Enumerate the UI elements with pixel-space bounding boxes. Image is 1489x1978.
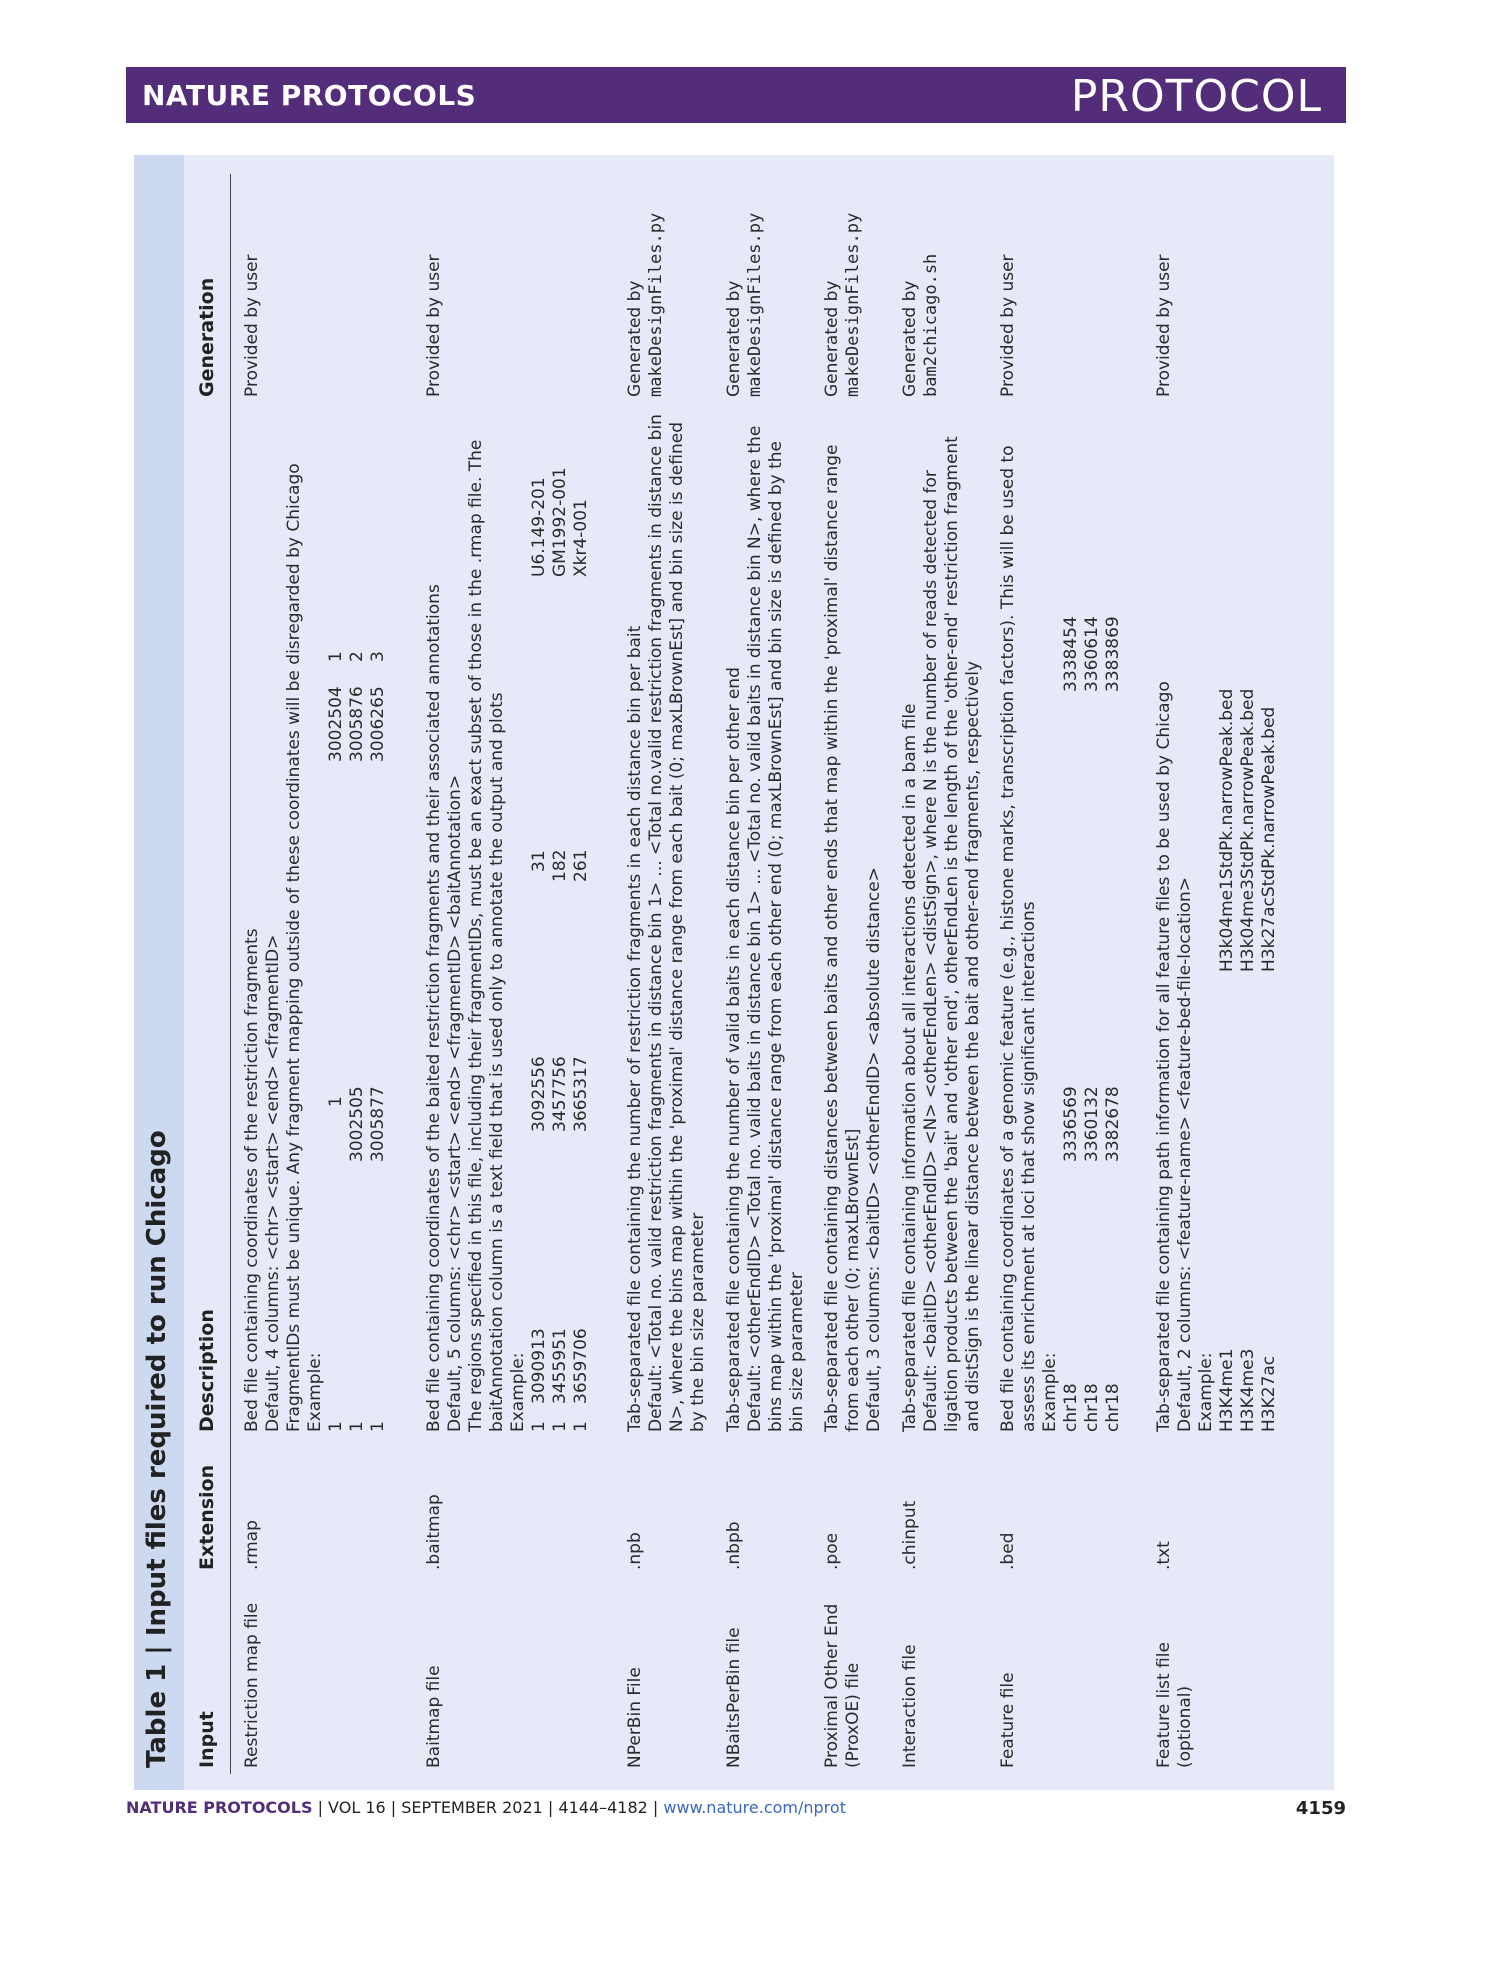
input-name: Feature list file (optional) [1154,1642,1195,1768]
example-cell: 1 [368,1421,388,1432]
example-cell: H3K4me3 [1238,1348,1258,1432]
example-cell: 3 [368,651,388,662]
description-cell [822,412,885,1432]
description-line: Example: [1196,1352,1216,1432]
example-cell: 3002504 [326,686,346,762]
footer-url-link[interactable]: www.nature.com/nprot [663,1798,846,1817]
example-cell: 3383869 [1103,616,1123,692]
example-cell: 2 [347,651,367,662]
example-row [1217,412,1238,1432]
example-row [529,412,550,1432]
file-extension: .chinput [900,1500,920,1570]
example-cell: chr18 [1082,1383,1102,1432]
example-cell: 3005877 [368,1086,388,1162]
header-rule [230,174,231,1774]
example-cell: 3006265 [368,686,388,762]
input-name: NBaitsPerBin file [724,1627,744,1768]
example-cell: H3k04me1StdPk.narrowPeak.bed [1217,688,1237,972]
description-cell [998,412,1124,1432]
example-cell: 261 [571,849,591,882]
example-cell: 3005876 [347,686,367,762]
example-row [326,412,347,1432]
description-line: Default, 3 columns: <baitID> <otherEndID> <absolute distance> [864,867,884,1432]
example-row [1259,412,1280,1432]
table-title: Table 1 | Input files required to run Chicago [142,1130,172,1768]
example-cell: 182 [550,849,570,882]
generation-text: Generated by [724,280,744,397]
generation-cell [424,177,445,397]
col-header-input: Input [196,1711,218,1768]
example-row [550,412,571,1432]
generation-script: makeDesignFiles.py [745,212,765,397]
example-cell: 3360132 [1082,1086,1102,1162]
example-cell: 3360614 [1082,616,1102,692]
example-cell: 3092556 [529,1056,549,1132]
input-name: Proximal Other End (ProxOE) file [822,1603,863,1768]
example-cell: Xkr4-001 [571,499,591,577]
generation-text: Provided by user [1154,254,1174,397]
file-extension: .npb [625,1532,645,1570]
description-line: Tab-separated file containing the number of restriction fragments in each distance bin per bait [625,625,645,1432]
col-header-generation: Generation [196,277,218,397]
example-row [571,412,592,1432]
example-row [1082,412,1103,1432]
table-title-band [134,155,184,1790]
example-row [1238,412,1259,1432]
input-name: Restriction map file [242,1602,262,1768]
example-row [1061,412,1082,1432]
file-extension: .rmap [242,1520,262,1570]
description-line: The regions specified in this file, including their fragmentIDs, must be an exact subset of those in the .rmap file. The baitAnnotation column is a text field that is used only to annotate the output and plots [466,439,507,1432]
description-cell [724,412,808,1432]
example-cell: 3338454 [1061,616,1081,692]
page-footer [126,1798,1346,1828]
example-cell: 1 [347,1421,367,1432]
generation-text: Provided by user [424,254,444,397]
example-cell: 3457756 [550,1056,570,1132]
description-line: Tab-separated file containing distances between baits and other ends that map within the 'proximal' distance range from each other (0; maxLBrownEst] [822,444,863,1432]
description-line: Default: <baitID> <otherEndID> <N> <otherEndLen> <distSign>, where N is the number of reads detected for ligation products between the 'bait' and 'other end', otherEndLen is the length of the 'other-end' restriction fragment and distSign is the linear distance between the bait and other-end fragments, respectively [921,436,983,1432]
description-line: Bed file containing coordinates of the baited restriction fragments and their associated annotations [424,584,444,1432]
generation-text: Provided by user [998,254,1018,397]
file-extension: .txt [1154,1541,1174,1570]
file-extension: .nbpb [724,1521,744,1570]
description-line: Default, 2 columns: <feature-name> <feature-bed-file-location> [1175,877,1195,1432]
generation-cell [900,177,942,397]
generation-text: Generated by [625,280,645,397]
generation-cell [822,177,864,397]
description-line: Default: <Total no. valid restriction fragments in distance bin 1> ... <Total no.valid restriction fragments in distance bin N>, where the bins map within the 'proximal' distance range from each bait (0; maxLBrownEst] and bin size is defined by the bin size parameter [646,414,708,1432]
example-cell: H3K4me1 [1217,1348,1237,1432]
generation-cell [998,177,1019,397]
example-cell: 3665317 [571,1056,591,1132]
example-cell: 3659706 [571,1328,591,1404]
example-cell: H3k04me3StdPk.narrowPeak.bed [1238,688,1258,972]
col-header-extension: Extension [196,1464,218,1570]
example-row [1103,412,1124,1432]
example-cell: 1 [326,651,346,662]
example-cell: H3K27ac [1259,1355,1279,1432]
description-cell [625,412,709,1432]
article-type: PROTOCOL [1070,71,1322,122]
journal-name: NATURE PROTOCOLS [142,79,477,112]
description-cell [424,412,592,1432]
example-cell: chr18 [1103,1383,1123,1432]
generation-script: bam2chicago.sh [921,253,941,397]
file-extension: .poe [822,1532,842,1570]
generation-cell [724,177,766,397]
input-name: Feature file [998,1672,1018,1768]
example-cell: GM1992-001 [550,467,570,577]
example-cell: 31 [529,850,549,872]
example-cell: 3455951 [550,1328,570,1404]
file-extension: .bed [998,1532,1018,1570]
description-line: Bed file containing coordinates of a genomic feature (e.g., histone marks, transcription factors). This will be used to assess its enrichment at loci that show significant interactions [998,445,1039,1432]
generation-cell [1154,177,1175,397]
description-cell [242,412,389,1432]
example-cell: chr18 [1061,1383,1081,1432]
description-line: Tab-separated file containing the number of valid baits in each distance bin per other end [724,667,744,1432]
description-line: Default, 5 columns: <chr> <start> <end> <fragmentID> <baitAnnotation> [445,774,465,1432]
example-cell: U6.149-201 [529,477,549,577]
example-row [347,412,368,1432]
example-cell: 1 [550,1421,570,1432]
generation-cell [242,177,263,397]
generation-cell [625,177,667,397]
footer-citation: | VOL 16 | SEPTEMBER 2021 | 4144–4182 | [317,1798,659,1817]
generation-text: Provided by user [242,254,262,397]
example-cell: 1 [326,1421,346,1432]
rotated-table [134,155,1334,1790]
example-cell: H3k27acStdPk.narrowPeak.bed [1259,706,1279,972]
description-line: Bed file containing coordinates of the restriction fragments [242,928,262,1432]
example-cell: 3090913 [529,1328,549,1404]
description-line: Tab-separated file containing path information for all feature files to be used by Chicago [1154,681,1174,1432]
example-cell: 3382678 [1103,1086,1123,1162]
example-cell: 3336569 [1061,1086,1081,1162]
description-line: Example: [305,1352,325,1432]
table-panel [134,155,1334,1790]
page-number: 4159 [1295,1798,1346,1819]
journal-banner [126,67,1346,123]
footer-journal: NATURE PROTOCOLS [126,1798,313,1817]
example-cell: 1 [529,1421,549,1432]
generation-script: makeDesignFiles.py [646,212,666,397]
description-line: Example: [1040,1352,1060,1432]
description-cell [1154,412,1280,1432]
description-line: FragmentIDs must be unique. Any fragment mapping outside of these coordinates will be disregarded by Chicago [284,463,304,1432]
description-line: Example: [508,1352,528,1432]
example-cell: 1 [571,1421,591,1432]
file-extension: .baitmap [424,1494,444,1570]
input-name: NPerBin File [625,1667,645,1768]
description-line: Default: <otherEndID> <Total no. valid baits in distance bin 1> ... <Total no. valid baits in distance bin N>, where the bins map within the 'proximal' distance range from each other end (0; maxLBrownEst] and bin size is defined by the bin size parameter [745,425,807,1432]
example-cell: 3002505 [347,1086,367,1162]
example-row [368,412,389,1432]
col-header-description: Description [196,1309,218,1432]
input-name: Baitmap file [424,1665,444,1768]
generation-text: Generated by [900,280,920,397]
description-line: Tab-separated file containing information about all interactions detected in a bam file [900,703,920,1432]
description-cell [900,412,984,1432]
example-cell: 1 [326,1096,346,1107]
generation-text: Generated by [822,280,842,397]
description-line: Default, 4 columns: <chr> <start> <end> <fragmentID> [263,934,283,1432]
input-name: Interaction file [900,1644,920,1768]
generation-script: makeDesignFiles.py [843,212,863,397]
